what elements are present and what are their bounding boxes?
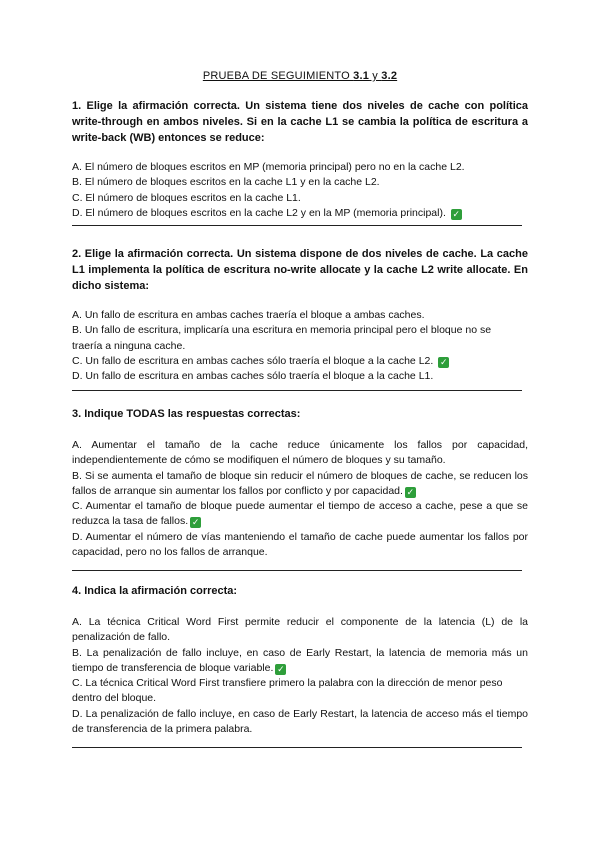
q2-option-c: C. Un fallo de escritura en ambas caches sólo traería el bloque a la cache L2. ✓: [72, 354, 448, 367]
title-number-1: 3.1: [353, 70, 370, 82]
title-connector: y: [369, 70, 382, 82]
q2-option-d: D. Un fallo de escritura en ambas caches sólo traería el bloque a la cache L1.: [72, 370, 434, 383]
q3-option-a: A. Aumentar el tamaño de la cache reduce únicamente los fallos por capacidad, independientemente de cómo se modifiquen el número de bloques y su tamaño.: [72, 439, 528, 467]
correct-check-icon: ✓: [191, 517, 200, 528]
q1-option-c: C. El número de bloques escritos en la cache L1.: [72, 191, 301, 204]
q4-option-d: D. La penalización de fallo incluye, en caso de Early Restart, la latencia de acceso más el tiempo de transferencia de la primera palabra.: [72, 707, 528, 736]
q2-option-b: B. Un fallo de escritura, implicaría una escritura en memoria principal pero el bloque no se traería a ninguna cache.: [72, 324, 492, 352]
q4-option-b: B. La penalización de fallo incluye, en caso de Early Restart, la latencia de memoria más un tiempo de transferencia de bloque variable. ✓: [72, 646, 528, 674]
title-prefix: PRUEBA DE SEGUIMIENTO: [202, 70, 354, 82]
q1-option-a: A. El número de bloques escritos en MP (memoria principal) pero no en la cache L2.: [72, 161, 465, 173]
q3-option-d: D. Aumentar el número de vías manteniendo el tamaño de cache puede aumentar los fallos por capacidad, pero no los fallos de arranque.: [72, 530, 528, 559]
q4-option-a: A. La técnica Critical Word First permite reducir el componente de la latencia (L) de la penalización de fallo.: [72, 616, 528, 644]
correct-check-icon: ✓: [406, 486, 415, 497]
separator-line: [72, 570, 522, 571]
q1-option-d: D. El número de bloques escritos en la cache L2 y en la MP (memoria principal). ✓: [72, 206, 461, 219]
question-2: [72, 246, 528, 391]
q1-option-b: B. El número de bloques escritos en la cache L1 y en la cache L2.: [72, 176, 380, 189]
separator-line: [72, 747, 522, 748]
q3-option-b: B. Si se aumenta el tamaño de bloque sin reducir el número de bloques de cache, se reducen los fallos de arranque sin aumentar los fallos por conflicto y por capacidad. ✓: [72, 469, 528, 497]
correct-check-icon: ✓: [452, 208, 461, 219]
separator-line: [72, 225, 522, 226]
separator-line: [72, 390, 522, 391]
question-3: [72, 406, 528, 571]
q4-option-c: C. La técnica Critical Word First transfiere primero la palabra con la dirección de menor peso dentro del bloque.: [72, 677, 503, 705]
document-title: [72, 70, 528, 82]
correct-check-icon: ✓: [277, 663, 285, 674]
question-4: [72, 583, 528, 748]
question-4-text: 4. Indica la afirmación correcta:: [72, 585, 238, 597]
correct-check-icon: ✓: [439, 356, 448, 367]
title-number-2: 3.2: [381, 70, 398, 82]
question-1: [72, 98, 528, 226]
question-3-text: 3. Indique TODAS las respuestas correctas:: [72, 408, 301, 420]
question-2-text: 2. Elige la afirmación correcta. Un sistema dispone de dos niveles de cache. La cache L1 implementa la política de escritura no-write allocate y la cache L2 write allocate. En dicho sistema:: [72, 248, 528, 292]
question-1-text: 1. Elige la afirmación correcta. Un sistema tiene dos niveles de cache con política write-through en ambos niveles. Si en la cache L1 se cambia la política de escritura a write-back (WB) entonces se reduce:: [72, 100, 528, 144]
q3-option-c: C. Aumentar el tamaño de bloque puede aumentar el tiempo de acceso a cache, pese a que se reduzca la tasa de fallos. ✓: [72, 500, 528, 528]
q2-option-a: A. Un fallo de escritura en ambas caches traería el bloque a ambas caches.: [72, 309, 425, 321]
document-page: [72, 70, 528, 99]
